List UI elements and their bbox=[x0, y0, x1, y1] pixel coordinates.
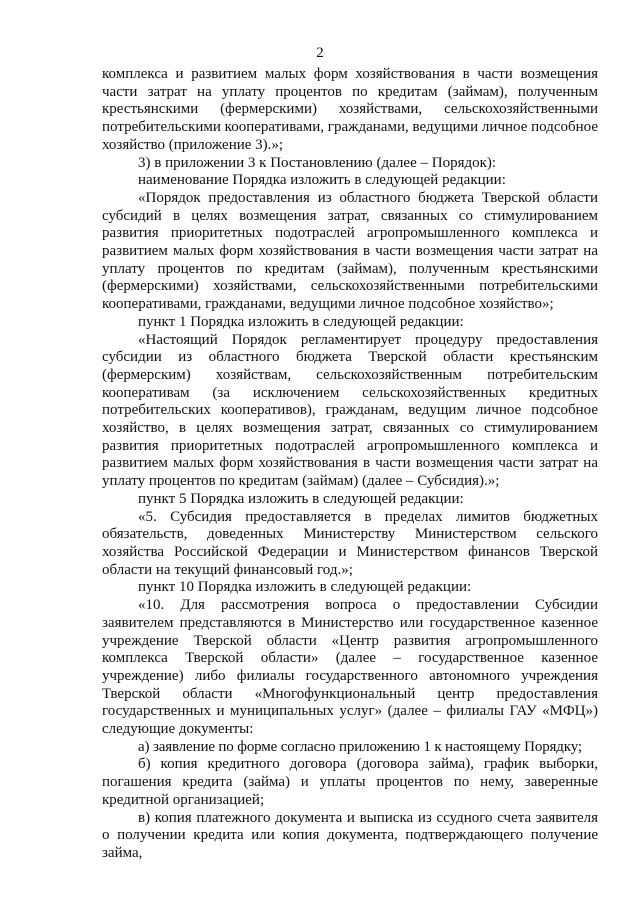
page-number: 2 bbox=[316, 45, 324, 61]
paragraph-point-5-intro: пункт 5 Порядка изложить в следующей редакции: bbox=[138, 490, 464, 507]
list-item-a: а) заявление по форме согласно приложению 1 к настоящему Порядку; bbox=[138, 738, 582, 755]
list-item-v: в) копия платежного документа и выписка из ссудного счета заявителя о получении кредита или копия документа, подтверждающего получение займа, bbox=[102, 809, 598, 861]
paragraph-point-10-intro: пункт 10 Порядка изложить в следующей редакции: bbox=[138, 579, 472, 596]
list-item-b: б) копия кредитного договора (договора займа), график выборки, погашения кредита (займа) и уплаты процентов по нему, заверенные кредитной организацией; bbox=[102, 756, 598, 808]
paragraph-point-1-intro: пункт 1 Порядка изложить в следующей редакции: bbox=[138, 313, 464, 330]
paragraph-continuation: комплекса и развитием малых форм хозяйствования в части возмещения части затрат на уплату процентов по кредитам (займам), полученным крестьянскими (фермерскими) хозяйствами, сельскохозяйственными потребительскими кооперативами, гражданами, ведущими личное подсобное хозяйство (приложение 3).»; bbox=[102, 66, 598, 153]
paragraph-item-3-heading: 3) в приложении 3 к Постановлению (далее – Порядок): bbox=[138, 154, 497, 171]
paragraph-point-5-quote: «5. Субсидия предоставляется в пределах лимитов бюджетных обязательств, доведенных Министерству Министерством сельского хозяйства Российской Федерации и Министерством финансов Тверской области на текущий финансовый год.»; bbox=[102, 508, 598, 578]
document-body bbox=[102, 66, 598, 863]
paragraph-order-title-quote: «Порядок предоставления из областного бюджета Тверской области субсидий в целях возмещения затрат, связанных со стимулированием развития приоритетных подотраслей агропромышленного комплекса и развитием малых форм хозяйствования в части возмещения части затрат на уплату процентов по кредитам (займам), полученным крестьянскими (фермерскими) хозяйствами, сельскохозяйственными потребительскими кооперативами, гражданами, ведущими личное подсобное хозяйство»; bbox=[102, 189, 598, 313]
paragraph-point-10-quote: «10. Для рассмотрения вопроса о предоставлении Субсидии заявителем представляются в Министерство или государственное казенное учреждение Тверской области «Центр развития агропромышленного комплекса Тверской области» (далее – государственное казенное учреждение) либо филиалы государственного автономного учреждения Тверской области «Многофункциональный центр предоставления государственных и муниципальных услуг» (далее – филиалы ГАУ «МФЦ») следующие документы: bbox=[102, 597, 598, 738]
paragraph-point-1-quote: «Настоящий Порядок регламентирует процедуру предоставления субсидии из областного бюджета Тверской области крестьянским (фермерским) хозяйствам, сельскохозяйственным потребительским кооперативам (за исключением сельскохозяйственных кредитных потребительских кооперативов), гражданам, ведущим личное подсобное хозяйство, в целях возмещения затрат, связанных со стимулированием развития приоритетных подотраслей агропромышленного комплекса и развитием малых форм хозяйствования в части возмещения части затрат на уплату процентов по кредитам (займам) (далее – Субсидия).»; bbox=[102, 331, 598, 490]
paragraph-name-edit-intro: наименование Порядка изложить в следующей редакции: bbox=[138, 172, 506, 189]
